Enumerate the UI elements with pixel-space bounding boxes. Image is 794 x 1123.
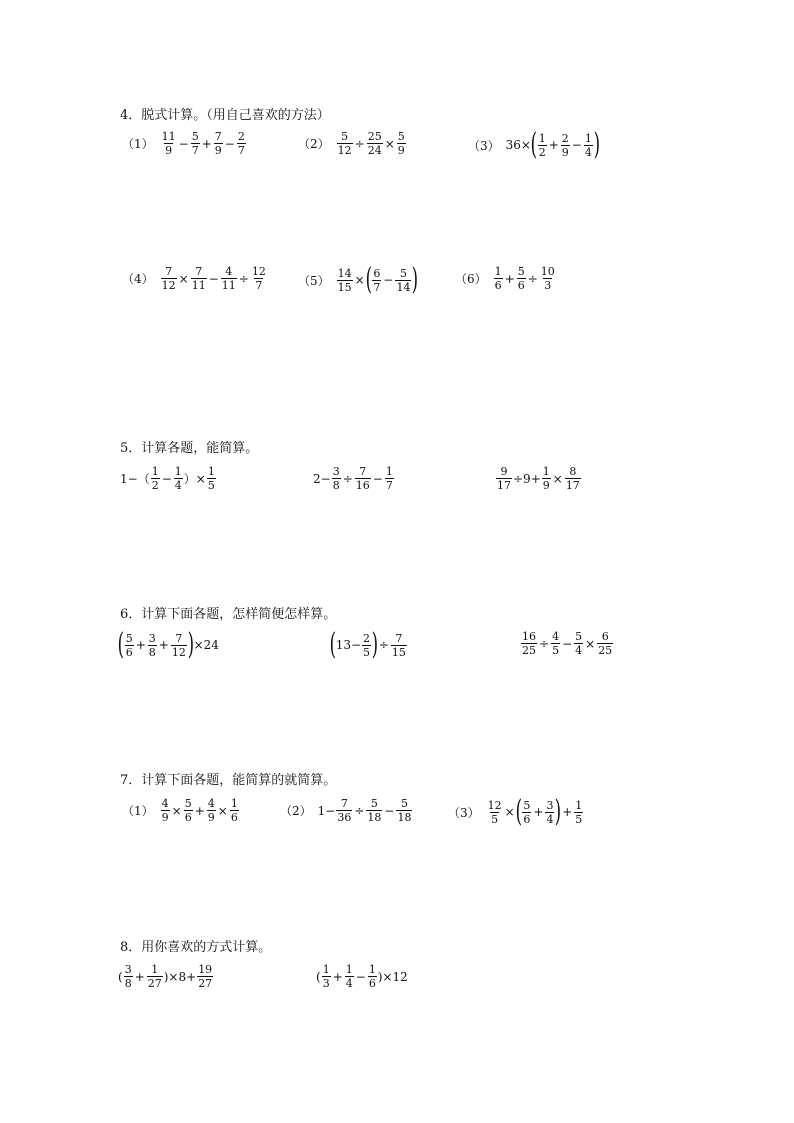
problem-4-5 (298, 262, 419, 297)
denominator: 2 (151, 479, 159, 492)
numerator: 8 (569, 465, 577, 478)
numerator: 16 (522, 630, 536, 643)
denominator: 7 (385, 479, 393, 492)
operator: × (585, 636, 596, 651)
numerator: 7 (340, 797, 348, 810)
numerator: 3 (124, 963, 132, 976)
denominator: 6 (517, 279, 525, 292)
denominator: 9 (214, 144, 222, 157)
numerator: 7 (395, 631, 403, 645)
expr-text: )×8+ (163, 969, 197, 984)
numerator: 1 (542, 465, 550, 478)
operator: × (354, 273, 365, 287)
numerator: 6 (373, 266, 381, 280)
denominator: 8 (124, 977, 132, 990)
numerator: 1 (584, 131, 592, 145)
fraction (322, 963, 331, 990)
expr-text: ( (316, 969, 321, 984)
numerator: 5 (191, 130, 199, 143)
numerator: 5 (517, 265, 525, 278)
numerator: 1 (385, 465, 393, 478)
denominator: 4 (546, 812, 554, 826)
fraction (366, 797, 382, 824)
fraction (385, 465, 394, 492)
denominator: 25 (522, 644, 536, 657)
fraction (551, 630, 560, 657)
numerator: 4 (161, 797, 169, 810)
denominator: 6 (230, 811, 238, 824)
denominator: 18 (367, 811, 382, 824)
numerator: 2 (237, 130, 245, 143)
problem-7-2 (280, 797, 413, 824)
section-5-title: 5．计算各题，能简算。 (120, 441, 259, 456)
operator: + (548, 138, 559, 152)
problem-label: （5） (298, 273, 330, 288)
problem-label: （2） (298, 137, 330, 151)
fraction (337, 130, 353, 157)
fraction (161, 130, 177, 157)
fraction (171, 632, 187, 659)
section-7-title: 7．计算下面各题，能简算的就简算。 (120, 773, 337, 788)
numerator: 12 (487, 798, 502, 812)
operator: − (208, 271, 219, 286)
fraction (230, 797, 239, 824)
denominator: 9 (161, 811, 169, 824)
fraction (161, 265, 177, 292)
denominator: 3 (322, 977, 330, 990)
numerator: 9 (500, 465, 508, 478)
denominator: 27 (147, 977, 162, 990)
fraction (367, 130, 383, 157)
numerator: 25 (367, 130, 382, 143)
numerator: 6 (601, 630, 609, 643)
operator: ÷ (539, 636, 550, 651)
fraction (496, 465, 512, 492)
fraction (151, 465, 160, 492)
expr-text: 36× (505, 138, 531, 152)
numerator: 1 (151, 465, 159, 478)
operator: − (571, 138, 582, 152)
operator: × (504, 805, 515, 819)
numerator: 3 (546, 798, 554, 812)
denominator: 5 (575, 812, 583, 826)
denominator: 12 (161, 279, 176, 292)
problem-label: （3） (468, 138, 500, 153)
fraction (124, 963, 133, 990)
fraction (396, 797, 412, 824)
fraction (125, 632, 134, 659)
denominator: 15 (391, 645, 406, 659)
operator: × (171, 803, 182, 818)
expr-text: ( (118, 969, 123, 984)
paren: ( (530, 127, 538, 162)
operator: × (217, 803, 228, 818)
operator: + (332, 969, 343, 984)
problem-7-1 (122, 797, 240, 824)
operator: + (201, 136, 212, 151)
fraction (597, 630, 613, 657)
numerator: 5 (125, 631, 133, 645)
problem-4-2 (298, 130, 407, 157)
denominator: 24 (367, 144, 382, 157)
numerator: 12 (251, 265, 266, 278)
denominator: 27 (198, 977, 213, 990)
expr-text: 13− (335, 638, 362, 652)
paren: ( (329, 627, 337, 662)
denominator: 9 (397, 144, 405, 157)
numerator: 5 (523, 798, 531, 812)
denominator: 8 (148, 645, 156, 659)
fraction (574, 630, 583, 657)
operator: + (135, 638, 146, 652)
problem-4-6 (455, 265, 557, 292)
denominator: 9 (207, 811, 215, 824)
fraction (191, 265, 207, 292)
numerator: 1 (368, 963, 376, 976)
numerator: 3 (332, 465, 340, 478)
operator: − (383, 273, 394, 287)
problem-label: （1） (122, 137, 154, 151)
problem-label: （3） (448, 805, 480, 820)
problem-6-1 (117, 627, 219, 662)
fraction (221, 265, 237, 292)
fraction (397, 130, 406, 157)
denominator: 3 (544, 279, 552, 292)
fraction (368, 963, 377, 990)
denominator: 5 (363, 645, 371, 659)
problem-label: （2） (280, 804, 312, 818)
numerator: 5 (399, 266, 407, 280)
fraction (332, 465, 341, 492)
denominator: 4 (584, 145, 592, 159)
fraction (487, 799, 503, 826)
denominator: 9 (561, 145, 569, 159)
fraction (565, 465, 581, 492)
numerator: 5 (400, 797, 408, 810)
expr-text: ）× (183, 472, 206, 486)
fraction (147, 963, 163, 990)
fraction (542, 465, 551, 492)
expr-text: 1−（ (120, 472, 150, 486)
problem-label: （4） (122, 272, 154, 286)
operator: × (384, 136, 395, 151)
denominator: 6 (125, 645, 133, 659)
operator: ÷ (527, 271, 538, 286)
numerator: 1 (494, 265, 502, 278)
numerator: 5 (184, 797, 192, 810)
numerator: 10 (540, 265, 555, 278)
fraction (148, 632, 157, 659)
denominator: 5 (552, 644, 560, 657)
denominator: 8 (332, 479, 340, 492)
numerator: 7 (214, 130, 222, 143)
problem-label: （6） (455, 272, 487, 286)
problem-7-3 (448, 794, 584, 829)
operator: × (552, 471, 563, 486)
numerator: 1 (345, 963, 353, 976)
fraction (584, 132, 593, 159)
numerator: 1 (230, 797, 238, 810)
fraction (574, 799, 583, 826)
denominator: 7 (255, 279, 263, 292)
numerator: 1 (151, 963, 159, 976)
problem-5-1 (120, 465, 217, 492)
denominator: 9 (542, 479, 550, 492)
denominator: 2 (538, 145, 546, 159)
operator: + (562, 805, 573, 819)
fraction (522, 799, 531, 826)
section-8-title: 8．用你喜欢的方式计算。 (120, 940, 272, 955)
denominator: 36 (337, 811, 352, 824)
operator: + (194, 803, 205, 818)
denominator: 11 (221, 279, 236, 292)
numerator: 1 (538, 131, 546, 145)
fraction (184, 797, 193, 824)
operator: + (134, 969, 145, 984)
fraction (207, 797, 216, 824)
paren: ( (515, 794, 522, 829)
fraction (391, 632, 407, 659)
numerator: 5 (370, 797, 378, 810)
fraction (521, 630, 537, 657)
numerator: 2 (363, 631, 371, 645)
paren: ) (555, 794, 562, 829)
fraction (191, 130, 200, 157)
denominator: 7 (237, 144, 245, 157)
numerator: 5 (341, 130, 349, 143)
expr-text: 2− (313, 471, 331, 486)
denominator: 6 (494, 279, 502, 292)
fraction (345, 963, 354, 990)
denominator: 11 (191, 279, 206, 292)
paren: ) (187, 627, 194, 662)
denominator: 12 (337, 144, 352, 157)
paren: ) (412, 262, 419, 297)
numerator: 4 (207, 797, 215, 810)
fraction (561, 132, 570, 159)
denominator: 17 (565, 479, 580, 492)
fraction (251, 265, 267, 292)
numerator: 7 (175, 631, 183, 645)
denominator: 18 (397, 811, 412, 824)
numerator: 5 (575, 630, 583, 643)
numerator: 1 (207, 465, 215, 478)
numerator: 3 (148, 631, 156, 645)
paren: ( (365, 262, 372, 297)
numerator: 1 (322, 963, 330, 976)
denominator: 7 (191, 144, 199, 157)
fraction (214, 130, 223, 157)
numerator: 11 (161, 130, 176, 143)
operator: + (504, 271, 515, 286)
fraction (362, 632, 371, 659)
problem-4-4 (122, 265, 268, 292)
operator: + (533, 805, 544, 819)
denominator: 5 (491, 812, 499, 826)
operator: × (178, 271, 189, 286)
fraction (161, 797, 170, 824)
operator: − (562, 636, 573, 651)
fraction (197, 963, 213, 990)
fraction (545, 799, 554, 826)
fraction (174, 465, 183, 492)
operator: ÷ (378, 638, 389, 652)
operator: + (158, 638, 169, 652)
denominator: 4 (575, 644, 583, 657)
expr-text: )×12 (377, 969, 408, 984)
denominator: 6 (184, 811, 192, 824)
denominator: 4 (345, 977, 353, 990)
operator: − (384, 803, 395, 818)
denominator: 6 (368, 977, 376, 990)
operator: − (178, 136, 189, 151)
problem-5-3 (495, 465, 582, 492)
fraction (395, 267, 411, 294)
denominator: 15 (337, 280, 352, 294)
fraction (237, 130, 246, 157)
fraction (494, 265, 503, 292)
operator: ÷ (354, 803, 365, 818)
fraction (207, 465, 216, 492)
problem-5-2 (313, 465, 395, 492)
fraction (517, 265, 526, 292)
expr-text: 1− (317, 803, 336, 818)
numerator: 4 (552, 630, 560, 643)
problem-6-3 (520, 630, 614, 657)
denominator: 5 (207, 479, 215, 492)
operator: − (161, 471, 172, 486)
expr-text: ×24 (193, 638, 219, 652)
paren: ) (371, 627, 379, 662)
problem-8-2 (316, 963, 408, 990)
section-6-title: 6．计算下面各题，怎样简便怎样算。 (120, 607, 337, 622)
problem-4-1 (122, 130, 247, 157)
denominator: 16 (355, 479, 370, 492)
operator: ÷ (342, 471, 353, 486)
paren: ) (593, 127, 600, 162)
numerator: 4 (225, 265, 233, 278)
denominator: 9 (165, 144, 173, 157)
operator: ÷ (354, 136, 365, 151)
fraction (540, 265, 556, 292)
numerator: 2 (561, 131, 569, 145)
operator: − (224, 136, 235, 151)
problem-label: （1） (122, 804, 154, 818)
numerator: 7 (165, 265, 173, 278)
fraction (336, 797, 352, 824)
operator: − (355, 969, 366, 984)
denominator: 12 (171, 645, 186, 659)
fraction (538, 132, 547, 159)
operator: ÷ (238, 271, 249, 286)
paren: ( (117, 627, 125, 662)
numerator: 1 (575, 798, 583, 812)
denominator: 4 (174, 479, 182, 492)
numerator: 1 (174, 465, 182, 478)
denominator: 6 (523, 812, 531, 826)
numerator: 7 (195, 265, 203, 278)
operator: − (372, 471, 383, 486)
denominator: 14 (396, 280, 411, 294)
denominator: 7 (373, 280, 381, 294)
numerator: 5 (397, 130, 405, 143)
expr-text: ÷9+ (513, 471, 541, 486)
problem-8-1 (118, 963, 214, 990)
fraction (337, 267, 353, 294)
problem-4-3 (468, 127, 600, 162)
section-4-title: 4．脱式计算。（用自己喜欢的方法） (120, 108, 330, 123)
fraction (372, 267, 381, 294)
numerator: 7 (359, 465, 367, 478)
numerator: 14 (337, 266, 352, 280)
denominator: 25 (598, 644, 613, 657)
fraction (355, 465, 371, 492)
denominator: 17 (497, 479, 511, 492)
problem-6-2 (329, 627, 408, 662)
numerator: 19 (198, 963, 213, 976)
